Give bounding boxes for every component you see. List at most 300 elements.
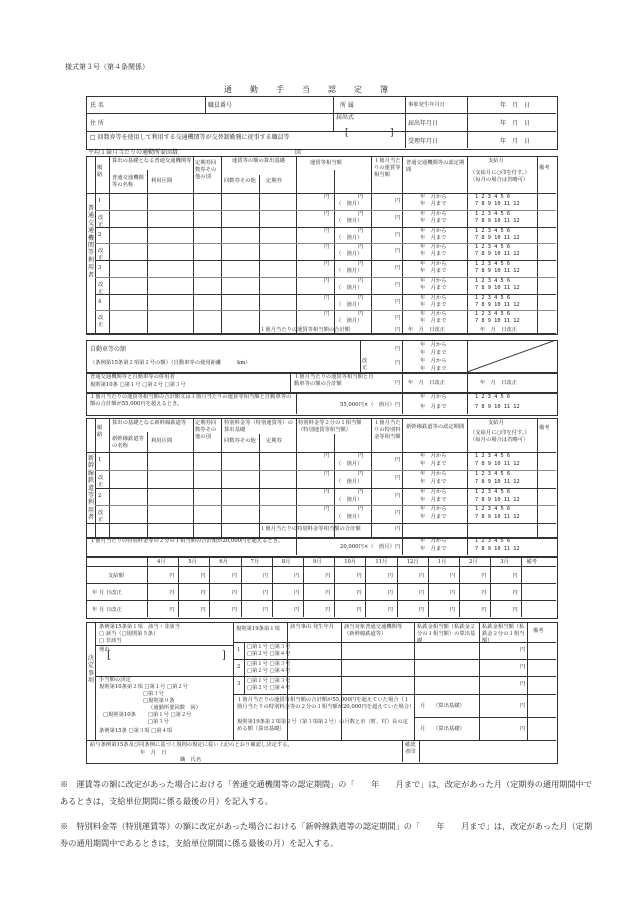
rule-opt-1[interactable]: □ 該当（□規則第５条） bbox=[99, 631, 159, 637]
sk-row-months: （ 箇月） bbox=[336, 496, 363, 503]
traffic-row-months-line-1[interactable]: 1 2 3 4 5 6 bbox=[475, 261, 511, 267]
sk-row-months: （ 箇月） bbox=[336, 478, 363, 485]
mid-header-2: 該当事由 発生年月 bbox=[290, 624, 335, 630]
col-no: 順路 bbox=[97, 165, 103, 178]
sk-col-count: 回数券その他 bbox=[224, 438, 256, 444]
monthly-cell-yen: 円 bbox=[512, 590, 518, 596]
address-label: 住 所 bbox=[90, 120, 104, 127]
traffic-row-months: （ 箇月） bbox=[336, 284, 363, 291]
traffic-row-months-line-1[interactable]: 1 2 3 4 5 6 bbox=[475, 311, 511, 318]
decision-month-1: 月 bbox=[420, 703, 426, 709]
traffic-row-months-line-2[interactable]: 7 8 9 10 11 12 bbox=[475, 234, 520, 241]
sk-row-yen: 円 bbox=[324, 506, 330, 513]
traffic-row-months-line-2[interactable]: 7 8 9 10 11 12 bbox=[475, 318, 520, 325]
combo-rule[interactable]: 規則第10条 □第１号 □第２号 □第３号 bbox=[90, 382, 186, 388]
traffic-row-label: 3 bbox=[98, 265, 102, 271]
sk-row-months-line-1[interactable]: 1 2 3 4 5 6 bbox=[475, 506, 511, 513]
traffic-row-from: 年 月から bbox=[420, 261, 447, 267]
sk-row-label: 1 bbox=[98, 457, 102, 463]
monthly-cell-yen: 円 bbox=[512, 607, 518, 613]
decision-mid-row-opt-1[interactable]: □第１号 □第３号 bbox=[247, 644, 291, 650]
traffic-row-yen: 円 bbox=[324, 244, 330, 251]
sk-row-months-line-1[interactable]: 1 2 3 4 5 6 bbox=[475, 488, 511, 495]
sk-row-from: 年 月から bbox=[420, 488, 447, 495]
traffic-row-months: （ 箇月） bbox=[336, 234, 363, 241]
decision-bottom-text-2: 規則第19条第２項第２号（第３項第２号）の月数と市（町、村）長の定める額（算出基礎） bbox=[237, 719, 408, 732]
traffic-row-label: 改正 bbox=[98, 315, 104, 329]
monthly-cell-yen: 円 bbox=[387, 607, 393, 613]
traffic-row-to: 年 月まで bbox=[420, 234, 447, 241]
traffic-row-label: 改正 bbox=[98, 214, 104, 228]
traffic-row-months-line-1[interactable]: 1 2 3 4 5 6 bbox=[475, 277, 511, 284]
monthly-cell-yen: 円 bbox=[512, 573, 518, 579]
decision-cert: 給与条例第15条及び同条例に基づく規則の規定に従い上記のとおり確認し決定する。 bbox=[90, 742, 293, 748]
sk-col-period: 新幹線鉄道等の認定期間 bbox=[406, 424, 465, 430]
monthly-cell-yen: 円 bbox=[231, 573, 237, 579]
rule10b-label[interactable]: □規則第10条 bbox=[103, 712, 136, 718]
monthly-cell-yen: 円 bbox=[450, 573, 456, 579]
traffic-row-to: 年 月まで bbox=[420, 217, 447, 224]
traffic-row-to: 年 月まで bbox=[420, 301, 447, 308]
sk-row-yen: 円 bbox=[324, 470, 330, 477]
traffic-row-from: 年 月から bbox=[420, 194, 447, 200]
traffic-row-months-line-2[interactable]: 7 8 9 10 11 12 bbox=[475, 201, 520, 207]
decision-mid-row-opt-1[interactable]: □第１号 □第３号 bbox=[247, 661, 291, 667]
decision-mid-row-yen: 円 bbox=[520, 647, 526, 653]
rule10-label[interactable]: 規則第10条第２項 □第１号 □第２号 bbox=[99, 684, 188, 690]
traffic-total-label: １箇月当たりの運賃等相当額の合計額 bbox=[260, 327, 351, 333]
car-from: 年 月から bbox=[420, 342, 447, 348]
note-2: ※ 特別料金等（特別運賃等）の額に改定があった場合における「新幹線鉄道等の認定期間」の「 年 月まで」は，改定があった月（定期券の通用期間中であるときは，支給単位期間に係る最後の月）を記入する。 bbox=[60, 821, 593, 848]
decision-vertical-label: 決定事項 bbox=[87, 655, 95, 685]
rule10c-label[interactable]: 条例第15条 □第３項 □第４項 bbox=[99, 728, 173, 734]
monthly-col-line bbox=[178, 557, 179, 617]
monthly-cell-yen: 円 bbox=[294, 573, 300, 579]
decision-bottom-text-1: １箇月当たりの運賃等相当額の合計額が55,000円を超えていた場合（１箇月当たりの特別料金等の２分の１相当額が20,000円を超えていた場合） bbox=[237, 697, 415, 710]
accept-date-value: 年 月 日 bbox=[500, 138, 531, 145]
monthly-col-line bbox=[365, 557, 366, 617]
sk-row-yen: 円 bbox=[324, 488, 330, 495]
decision-mid-row-no: 3 bbox=[237, 681, 241, 687]
decision-yen-2: 円 bbox=[520, 726, 526, 732]
report-date-label: 届出年月日 bbox=[408, 120, 439, 127]
traffic-row-yen-3: 円 bbox=[395, 281, 401, 288]
rule-opt-2[interactable]: □ 非該当 bbox=[99, 638, 122, 644]
monthly-col-line bbox=[272, 557, 273, 617]
traffic-row-to: 年 月まで bbox=[420, 318, 447, 325]
traffic-row-months-line-2[interactable]: 7 8 9 10 11 12 bbox=[475, 284, 520, 291]
traffic-row-from: 年 月から bbox=[420, 277, 447, 284]
rule-item-2[interactable]: □規則第９条 bbox=[143, 698, 175, 704]
traffic-total-revision: 年 月 日改正 bbox=[408, 327, 446, 333]
report-date-value: 年 月 日 bbox=[500, 120, 531, 127]
sk-row-to: 年 月まで bbox=[420, 514, 447, 521]
traffic-row-from: 年 月から bbox=[420, 294, 447, 301]
cap-to: 年 月まで bbox=[420, 404, 447, 410]
sk-col-remarks: 備考 bbox=[539, 425, 550, 431]
traffic-row-months-line-2[interactable]: 7 8 9 10 11 12 bbox=[475, 301, 520, 308]
monthly-month-header: 2月 bbox=[469, 559, 478, 565]
traffic-row-label: 4 bbox=[98, 298, 102, 305]
traffic-row-yen-2: 円 bbox=[358, 194, 364, 200]
event-date-value: 年 月 日 bbox=[500, 102, 531, 109]
combo-revision-2: 年 月 日改正 bbox=[480, 380, 518, 386]
combo-yen: 円 bbox=[395, 380, 401, 386]
form-number: 様式第３号（第４条関係） bbox=[65, 63, 149, 71]
col-monthly: １箇月当たりの運賃等相当額 bbox=[374, 158, 401, 178]
traffic-row-yen-2: 円 bbox=[358, 244, 364, 251]
sk-col-no: 順路 bbox=[97, 425, 103, 438]
sk-row-from: 年 月から bbox=[420, 506, 447, 513]
event-date-label: 事象発生年月日 bbox=[408, 102, 446, 108]
monthly-cell-yen: 円 bbox=[325, 607, 331, 613]
decision-month-2: 月 bbox=[420, 726, 426, 732]
name-label: 氏 名 bbox=[90, 102, 104, 109]
traffic-row-yen: 円 bbox=[324, 261, 330, 267]
monthly-col-line bbox=[428, 557, 429, 617]
cap-formula: 55,000円×（ 箇月） bbox=[340, 402, 395, 408]
sk-col-basis: 算出の基礎となる新幹線鉄道等 bbox=[112, 420, 187, 426]
monthly-cell-yen: 円 bbox=[418, 573, 425, 579]
col-standard: 定期券回数券その他の別 bbox=[195, 160, 217, 180]
traffic-row-yen-3: 円 bbox=[395, 214, 401, 221]
cap-from: 年 月から bbox=[420, 394, 447, 400]
traffic-row-label: 改正 bbox=[98, 248, 104, 262]
col-remarks: 備考 bbox=[539, 165, 550, 171]
traffic-row-months: （ 箇月） bbox=[336, 301, 363, 308]
monthly-col-line bbox=[241, 557, 242, 617]
mid-header-1: 規則第19条第１項 bbox=[236, 626, 280, 632]
rule-item-1[interactable]: □第３号 bbox=[143, 691, 164, 697]
traffic-row-from: 年 月から bbox=[420, 227, 447, 234]
monthly-col-line bbox=[397, 557, 398, 617]
traffic-row-yen-3: 円 bbox=[395, 298, 401, 305]
traffic-row-yen: 円 bbox=[324, 294, 330, 301]
traffic-row-label: 2 bbox=[98, 231, 102, 238]
mid-header-4: 私鉄金相当額（私鉄金２分の１相当額）の算出基礎 bbox=[417, 624, 476, 644]
monthly-cell-yen: 円 bbox=[294, 590, 300, 596]
traffic-row-months-line-1[interactable]: 1 2 3 4 5 6 bbox=[475, 210, 511, 217]
traffic-row-months-line-1[interactable]: 1 2 3 4 5 6 bbox=[475, 294, 511, 301]
sk-row-yen-3: 円 bbox=[395, 457, 401, 463]
decision-mid-row-no: 1 bbox=[237, 647, 241, 653]
decision-date: 年 月 日 bbox=[140, 750, 167, 756]
sk-cap-formula: 20,000円×（ 箇月） bbox=[340, 544, 395, 550]
car-rule: （条例第15条第２項第２号の額）（自動車等の使用距離 km） bbox=[90, 360, 251, 366]
sk-row-yen-2: 円 bbox=[358, 453, 364, 459]
decision-signer: 職 氏名 bbox=[180, 757, 202, 763]
sk-col-standard: 定期券回数券その他の別 bbox=[195, 420, 217, 440]
rule-item-3: （通勤所要回数 回） bbox=[148, 705, 201, 711]
monthly-month-header: 6月 bbox=[219, 559, 229, 565]
decision-mid-row-opt-2[interactable]: □第２号 □第４号 bbox=[247, 685, 291, 691]
sk-row-months-line-2[interactable]: 7 8 9 10 11 12 bbox=[475, 514, 520, 521]
sk-row-to: 年 月まで bbox=[420, 461, 447, 467]
traffic-row-label: 改正 bbox=[98, 281, 104, 295]
sk-col-payment-note: （支給月に○印を付す。）（毎月の場合は省略可） bbox=[470, 430, 530, 443]
decision-mid-row-opt-2[interactable]: □第２号 □第４号 bbox=[247, 668, 291, 674]
sk-row-label: 改正 bbox=[98, 474, 104, 488]
sk-cap-months-1[interactable]: 1 2 3 4 5 6 bbox=[475, 538, 511, 544]
traffic-row-yen-2: 円 bbox=[358, 227, 364, 234]
sk-col-payment: 支給月 bbox=[488, 420, 504, 426]
decision-mid-row-yen: 円 bbox=[520, 664, 526, 670]
traffic-row-months-line-1[interactable]: 1 2 3 4 5 6 bbox=[475, 227, 511, 234]
sk-row-yen-2: 円 bbox=[358, 506, 364, 513]
car-yen-2: 円 bbox=[395, 360, 401, 366]
sk-cap-from: 年 月から bbox=[420, 538, 447, 544]
traffic-row-months-line-2[interactable]: 7 8 9 10 11 12 bbox=[475, 268, 520, 274]
traffic-total-yen: 円 bbox=[395, 327, 401, 333]
monthly-count-label: 平均１箇月当たりの通勤所要回数 bbox=[88, 149, 179, 156]
cap-months-1[interactable]: 1 2 3 4 5 6 bbox=[475, 394, 511, 400]
rule-art: 条例第15条第１項 該当・非該当 bbox=[99, 624, 180, 630]
combo-total: １箇月当たりの運賃等相当額と自動車等の額の合計額 bbox=[294, 374, 374, 387]
monthly-cell-yen: 円 bbox=[231, 607, 237, 613]
combo-revision: 年 月 日改正 bbox=[408, 380, 446, 386]
monthly-remarks-header: 備考 bbox=[526, 559, 537, 565]
traffic-row-yen-2: 円 bbox=[358, 210, 364, 217]
sk-row-yen-3: 円 bbox=[395, 474, 401, 481]
sk-row-yen-3: 円 bbox=[395, 492, 401, 499]
decision-mid-row-yen: 円 bbox=[520, 681, 526, 687]
monthly-month-header: 7月 bbox=[250, 559, 260, 565]
shinkansen-vertical-label: 新幹線鉄道等利用者 bbox=[87, 455, 95, 522]
form-page: 様式第３号（第４条関係） 通勤手当認定簿 氏 名 職員番号 所 属 事象発生年月日 年 月 日 住 所 届出式 届出年月日 年 月 日 □ 回数券等を使用して利用する交通機関等が交替制勤務に従事する職員等 受理年月日 年 月 日 [ ] 平均１箇月当たりの通勤所要回数 回 普通交通機関等利用者 順路 算出の基礎となる普通交通機関等 普通交通機関等の名称 利用区間 定期券回数券その他の別 運賃等の額の算出基礎 回数券その他 定期券 運賃等相当額 １箇月当たりの運賃等相当額 普通交通機関等の認定期間 支給月 （支給月に○印を付す。）（毎月の場合は省略可） 備考 1 円 円 （ 箇月） 円 年 月から 年 月まで 1 2 3 4 5 6 7 8 9 10 11 12 改正 円 円 （ 箇月） 円 年 月から 年 月まで 1 2 3 4 5 6 7 8 9 10 11 12 2 円 円 （ 箇月） 円 年 月から 年 月まで 1 2 3 4 5 6 7 8 9 10 11 12 改正 円 円 （ 箇月） 円 年 月から 年 月まで 1 2 3 4 5 6 7 8 9 10 11 12 3 円 円 （ 箇月） 円 年 月から 年 月まで 1 2 3 4 5 6 7 8 9 10 11 12 改正 円 円 （ 箇月） 円 年 月から 年 月まで 1 2 3 4 5 6 7 8 9 10 11 12 4 円 円 （ 箇月） 円 年 月から 年 月まで 1 2 3 4 5 6 7 8 9 10 11 12 改正 円 円 （ 箇月） 円 年 月から 年 月まで 1 2 3 4 5 6 7 8 9 10 11 12 １箇月当たりの運賃等相当額の合計額 円 年 月 日改正 年 月 日改正 自動車等の額 （条例第15条第２項第２号の額）（自動車等の使用距離 km） 改正 円 円 年 月から 年 月まで 年 月から 年 月まで 普通交通機関等と自動車等の併用者 規則第10条 □第１号 □第２号 □第３号 １箇月当たりの運賃等相当額と自動車等の額の合計額 円 年 月 日改正 年 月 日改正 １箇月当たりの運賃等相当額の合計額又は１箇月当たりの運賃等相当額と自動車等の額の合計額が55,000円を超えるとき。 55,000円×（ 箇月） 円 年 月から 年 月まで 1 2 3 4 5 6 7 8 9 10 11 12 新幹線鉄道等利用者 順路 算出の基礎となる新幹線鉄道等 新幹線鉄道等の名称 利用区間 定期券回数券その他の別 特別料金等（特別運賃等）の算出基礎 回数券その他 定期券 特別料金等２分の１相当額（特別運賃等相当額） １箇月当たりの特別料金等相当額 新幹線鉄道等の認定期間 支給月 （支給月に○印を付す。）（毎月の場合は省略可） 備考 1 円 円 （ 箇月） 円 年 月から 年 月まで 1 2 3 4 5 6 7 8 9 10 11 12 改正 円 円 （ 箇月） 円 年 月から 年 月まで 1 2 3 4 5 6 7 8 9 10 11 12 2 円 円 （ 箇月） 円 年 月から 年 月まで 1 2 3 4 5 6 7 8 9 10 11 12 改正 円 円 （ 箇月） 円 年 月から 年 月まで 1 2 3 4 5 6 7 8 9 10 11 12 １箇月当たりの特別料金等相当額の合計額 円 １箇月当たりの特別料金等の２分の１相当額の合計額が20,000円を超えるとき。 20,000円×（ 箇月） 円 年 月から 年 月まで 1 2 3 4 5 6 7 8 9 10 11 12 4月 円 円 円 5月 円 円 円 6月 円 円 円 7月 円 円 円 8月 円 円 円 9月 円 円 円 10月 円 円 円 11月 円 円 円 12月 円 円 円 1月 円 円 円 2月 円 円 円 3月 円 円 円 備考 支給額 年 月 日改正 年 月 日改正 決定事項 条例第15条第１項 該当・非該当 □ 該当（□規則第５条） □ 非該当 理由 [ ] 手当額の決定 規則第10条第２項 □第１号 □第２号 □第３号 □規則第９条 （通勤所要回数 回） □規則第10条 □第１号 □第２号 □第３号 条例第15条 □第３項 □第４項 規則第19条第１項 該当事由 発生年月 該当対象普通交通機関等（新幹線鉄道等） 私鉄金相当額（私鉄金２分の１相当額）の算出基礎 私鉄金相当額（私鉄金２分の１相当額） 備考 1 □第１号 □第３号 □第２号 □第４号 円 2 □第１号 □第３号 □第２号 □第４号 円 3 □第１号 □第３号 □第２号 □第４号 円 １箇月当たりの運賃等相当額の合計額が55,000円を超えていた場合（１箇月当たりの特別料金等の２分の１相当額が20,000円を超えていた場合） 規則第19条第２項第２号（第３項第２号）の月数と市（町、村）長の定める額（算出基礎） 月 （算出基礎） 円 月 （算出基礎） 円 給与条例第15条及び同条例に基づく規則の規定に従い上記のとおり確認し決定する。 年 月 日 職 氏名 確認者印 ※ 運賃等の額に改定があった場合における「普通交通機関等の認定期間」の「 年 月まで」は，改定があった月（定期券の通用期間中であるときは，支給単位期間に係る最後の月）を記入する。 ※ 特別料金等（特別運賃等）の額に改定があった場合における「新幹線鉄道等の認定期間」の「 年 月まで」は，改定があった月（定期券の通用期間中であるときは，支給単位期間に係る最後の月）を記入する。 bbox=[0, 0, 630, 900]
col-pass: 定期券 bbox=[266, 178, 282, 184]
traffic-row-months-line-2[interactable]: 7 8 9 10 11 12 bbox=[475, 217, 520, 224]
monthly-cell-yen: 円 bbox=[387, 573, 393, 579]
cap-yen: 円 bbox=[395, 402, 401, 408]
monthly-month-header: 1月 bbox=[437, 559, 447, 565]
note-1: ※ 運賃等の額に改定があった場合における「普通交通機関等の認定期間」の「 年 月まで」は，改定があった月（定期券の通用期間中であるときは，支給単位期間に係る最後の月）を記入する。 bbox=[60, 779, 593, 806]
header-frame bbox=[86, 96, 558, 150]
mid-header-6: 備考 bbox=[533, 628, 544, 634]
sk-row-label: 2 bbox=[98, 492, 102, 499]
traffic-row-yen-2: 円 bbox=[358, 294, 364, 301]
sk-cap-yen: 円 bbox=[395, 544, 401, 550]
traffic-row-yen: 円 bbox=[324, 311, 330, 318]
sk-col-section: 利用区間 bbox=[151, 438, 173, 444]
traffic-row-months-line-1[interactable]: 1 2 3 4 5 6 bbox=[475, 194, 511, 200]
decision-mid-row-opt-2[interactable]: □第２号 □第４号 bbox=[247, 651, 291, 657]
sk-row-months: （ 箇月） bbox=[336, 461, 363, 467]
monthly-cell-yen: 円 bbox=[356, 590, 362, 596]
decision-mid-row-no: 2 bbox=[237, 664, 241, 670]
decision-calc-basis-2: （算出基礎） bbox=[433, 726, 465, 732]
sk-row-from: 年 月から bbox=[420, 470, 447, 477]
traffic-row-months: （ 箇月） bbox=[336, 318, 363, 325]
monthly-month-header: 3月 bbox=[500, 559, 509, 565]
sk-row-yen-2: 円 bbox=[358, 470, 364, 477]
col-fare-month: 運賃等相当額 bbox=[310, 160, 342, 166]
traffic-row-yen-2: 円 bbox=[358, 261, 364, 267]
sk-row-label: 改正 bbox=[98, 510, 104, 524]
traffic-row-months: （ 箇月） bbox=[336, 251, 363, 258]
rule-item-4[interactable]: □第１号 □第２号 bbox=[148, 712, 192, 718]
col-count: 回数券その他 bbox=[224, 178, 256, 184]
reason-label: 理由 bbox=[99, 647, 110, 653]
monthly-month-header: 5月 bbox=[188, 559, 197, 565]
sk-total-yen: 円 bbox=[395, 526, 401, 532]
monthly-col-line bbox=[147, 557, 148, 617]
traffic-row-to: 年 月まで bbox=[420, 284, 447, 291]
sk-cap-months-2[interactable]: 7 8 9 10 11 12 bbox=[475, 546, 520, 552]
mid-header-3: 該当対象普通交通機関等（新幹線鉄道等） bbox=[344, 624, 403, 637]
cap-months-2[interactable]: 7 8 9 10 11 12 bbox=[475, 404, 520, 410]
affiliation-label: 所 属 bbox=[340, 102, 354, 109]
monthly-row-revision-2: 年 月 日改正 bbox=[92, 607, 122, 613]
car-to-2: 年 月まで bbox=[420, 366, 447, 372]
sk-row-months-line-2[interactable]: 7 8 9 10 11 12 bbox=[475, 461, 520, 467]
monthly-col-line bbox=[209, 557, 210, 617]
accept-date-label: 受理年月日 bbox=[408, 138, 439, 145]
col-payment: 支給月 bbox=[488, 158, 504, 164]
monthly-cell-yen: 円 bbox=[200, 607, 206, 613]
monthly-col-line bbox=[334, 557, 335, 617]
monthly-month-header: 11月 bbox=[375, 559, 388, 565]
sk-col-name: 新幹線鉄道等の名称 bbox=[112, 436, 144, 449]
traffic-row-yen: 円 bbox=[324, 210, 330, 217]
traffic-row-to: 年 月まで bbox=[420, 268, 447, 274]
sk-cap-text: １箇月当たりの特別料金等の２分の１相当額の合計額が20,000円を超えるとき。 bbox=[90, 538, 284, 544]
car-from-2: 年 月から bbox=[420, 358, 447, 364]
sk-row-yen-3: 円 bbox=[395, 510, 401, 517]
monthly-col-line bbox=[490, 557, 491, 617]
times-unit: 回 bbox=[295, 149, 302, 156]
monthly-cell-yen: 円 bbox=[169, 607, 175, 613]
monthly-month-header: 12月 bbox=[406, 559, 419, 565]
monthly-cell-yen: 円 bbox=[481, 607, 487, 613]
monthly-month-header: 10月 bbox=[344, 559, 357, 565]
monthly-row-revision-1: 年 月 日改正 bbox=[92, 590, 122, 596]
traffic-row-months: （ 箇月） bbox=[336, 217, 363, 224]
car-strike bbox=[467, 340, 556, 372]
monthly-cell-yen: 円 bbox=[450, 607, 456, 613]
traffic-row-yen-3: 円 bbox=[395, 248, 401, 255]
decision-approver: 確認者印 bbox=[405, 742, 416, 755]
monthly-month-header: 8月 bbox=[281, 559, 291, 565]
traffic-row-yen-2: 円 bbox=[358, 311, 364, 318]
traffic-row-yen-3: 円 bbox=[395, 315, 401, 322]
monthly-month-header: 9月 bbox=[313, 559, 322, 565]
traffic-row-yen: 円 bbox=[324, 194, 330, 200]
col-payment-note: （支給月に○印を付す。）（毎月の場合は省略可） bbox=[470, 170, 530, 183]
sk-row-months-line-2[interactable]: 7 8 9 10 11 12 bbox=[475, 478, 520, 485]
cap-text: １箇月当たりの運賃等相当額の合計額又は１箇月当たりの運賃等相当額と自動車等の額の合計額が55,000円を超えるとき。 bbox=[90, 394, 292, 407]
monthly-cell-yen: 円 bbox=[169, 573, 175, 579]
monthly-cell-yen: 円 bbox=[481, 590, 487, 596]
col-period: 普通交通機関等の認定期間 bbox=[406, 160, 465, 173]
traffic-row-yen: 円 bbox=[324, 277, 330, 284]
traffic-row-label: 1 bbox=[98, 198, 102, 204]
traffic-row-months-line-1[interactable]: 1 2 3 4 5 6 bbox=[475, 244, 511, 251]
sk-col-monthly: １箇月当たりの特別料金等相当額 bbox=[374, 420, 401, 440]
checkbox-line[interactable]: □ 回数券等を使用して利用する交通機関等が交替制勤務に従事する職員等 bbox=[90, 134, 290, 141]
sk-row-to: 年 月まで bbox=[420, 496, 447, 503]
traffic-row-months: （ 箇月） bbox=[336, 268, 363, 274]
monthly-cell-yen: 円 bbox=[418, 590, 425, 596]
sk-total-label: １箇月当たりの特別料金等相当額の合計額 bbox=[260, 526, 361, 532]
monthly-cell-yen: 円 bbox=[200, 573, 206, 579]
traffic-vertical-label: 普通交通機関等利用者 bbox=[87, 205, 95, 279]
col-fare-basis: 運賃等の額の算出基礎 bbox=[232, 158, 285, 164]
monthly-cell-yen: 円 bbox=[200, 590, 206, 596]
traffic-row-yen-3: 円 bbox=[395, 198, 401, 204]
traffic-row-months-line-2[interactable]: 7 8 9 10 11 12 bbox=[475, 251, 520, 258]
combo-title: 普通交通機関等と自動車等の併用者 bbox=[90, 374, 175, 380]
traffic-row-months: （ 箇月） bbox=[336, 201, 363, 207]
sk-row-months-line-2[interactable]: 7 8 9 10 11 12 bbox=[475, 496, 520, 503]
monthly-cell-yen: 円 bbox=[481, 573, 487, 579]
monthly-month-header: 4月 bbox=[157, 559, 166, 565]
sk-col-fee-basis: 特別料金等（特別運賃等）の算出基礎 bbox=[224, 420, 293, 433]
traffic-row-from: 年 月から bbox=[420, 210, 447, 217]
monthly-cell-yen: 円 bbox=[356, 573, 362, 579]
monthly-col-line bbox=[521, 557, 522, 617]
staff-no-label: 職員番号 bbox=[208, 102, 233, 109]
monthly-cell-yen: 円 bbox=[325, 573, 331, 579]
monthly-row-payment: 支給額 bbox=[108, 573, 124, 579]
monthly-cell-yen: 円 bbox=[169, 590, 175, 596]
monthly-cell-yen: 円 bbox=[356, 607, 362, 613]
sk-row-yen-2: 円 bbox=[358, 488, 364, 495]
car-to: 年 月まで bbox=[420, 350, 447, 356]
sk-row-months: （ 箇月） bbox=[336, 514, 363, 521]
monthly-cell-yen: 円 bbox=[294, 607, 300, 613]
sk-row-to: 年 月まで bbox=[420, 478, 447, 485]
traffic-row-from: 年 月から bbox=[420, 311, 447, 318]
traffic-row-yen-3: 円 bbox=[395, 231, 401, 238]
monthly-cell-yen: 円 bbox=[418, 607, 425, 613]
hand-amount-label: 手当額の決定 bbox=[99, 677, 131, 683]
traffic-row-to: 年 月まで bbox=[420, 201, 447, 207]
sk-row-from: 年 月から bbox=[420, 453, 447, 459]
col-section: 利用区間 bbox=[151, 178, 173, 184]
col-basis: 算出の基礎となる普通交通機関等 bbox=[112, 158, 192, 164]
report-form-label: 届出式 bbox=[336, 114, 355, 121]
sk-row-months-line-1[interactable]: 1 2 3 4 5 6 bbox=[475, 453, 511, 459]
traffic-row-from: 年 月から bbox=[420, 244, 447, 251]
mid-header-5: 私鉄金相当額（私鉄金２分の１相当額） bbox=[482, 624, 525, 644]
decision-mid-row-opt-1[interactable]: □第１号 □第３号 bbox=[247, 678, 291, 684]
monthly-cell-yen: 円 bbox=[262, 607, 269, 613]
car-yen-1: 円 bbox=[395, 346, 401, 352]
car-label: 自動車等の額 bbox=[90, 346, 127, 353]
sk-row-months-line-1[interactable]: 1 2 3 4 5 6 bbox=[475, 470, 511, 477]
col-name: 普通交通機関等の名称 bbox=[112, 175, 144, 188]
decision-yen-1: 円 bbox=[520, 703, 526, 709]
monthly-col-line bbox=[303, 557, 304, 617]
sk-row-yen: 円 bbox=[324, 453, 330, 459]
monthly-cell-yen: 円 bbox=[262, 573, 269, 579]
page-title: 通勤手当認定簿 bbox=[224, 85, 406, 94]
sk-cap-to: 年 月まで bbox=[420, 546, 447, 552]
traffic-total-revision-2: 年 月 日改正 bbox=[480, 327, 518, 333]
monthly-cell-yen: 円 bbox=[450, 590, 456, 596]
traffic-row-to: 年 月まで bbox=[420, 251, 447, 258]
monthly-col-line bbox=[459, 557, 460, 617]
monthly-cell-yen: 円 bbox=[387, 590, 393, 596]
monthly-cell-yen: 円 bbox=[262, 590, 269, 596]
traffic-row-yen-3: 円 bbox=[395, 265, 401, 271]
rule-item-5[interactable]: □第３号 bbox=[148, 719, 169, 725]
traffic-row-yen-2: 円 bbox=[358, 277, 364, 284]
decision-calc-basis-1: （算出基礎） bbox=[433, 703, 465, 709]
traffic-row-yen: 円 bbox=[324, 227, 330, 234]
monthly-cell-yen: 円 bbox=[325, 590, 331, 596]
sk-col-pass: 定期券 bbox=[266, 438, 282, 444]
